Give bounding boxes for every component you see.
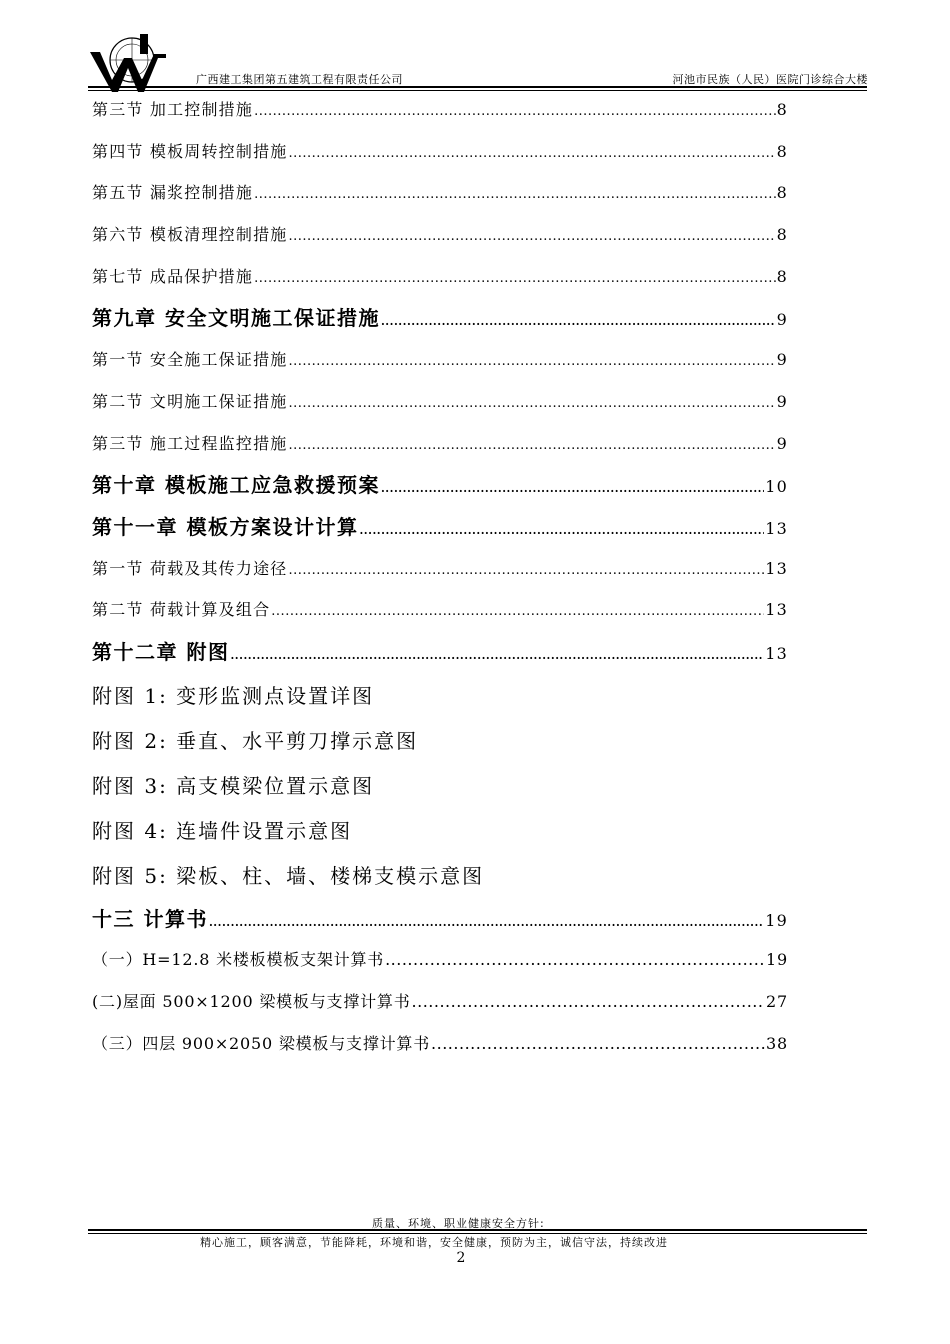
toc-entry-page: 8 [776, 183, 788, 203]
page-number: 2 [456, 1250, 466, 1266]
toc-entry-sec[interactable] [92, 259, 788, 301]
toc-entry-title: 第五节 漏浆控制措施 [92, 183, 254, 203]
toc-entry-title: 附图 3: 高支模梁位置示意图 [92, 773, 375, 798]
toc-entry-title: 第二节 文明施工保证措施 [92, 391, 288, 411]
footer-policy-title: 质量、环境、职业健康安全方针: [372, 1217, 545, 1230]
toc-dot-leader [254, 177, 776, 213]
toc-entry-calc[interactable] [92, 984, 788, 1026]
toc-entry-sec[interactable] [92, 217, 788, 259]
toc-entry-page: 19 [765, 910, 788, 930]
toc-entry-title: 附图 5: 梁板、柱、墙、楼梯支模示意图 [92, 863, 485, 888]
toc-entry-page: 8 [776, 141, 788, 161]
toc-dot-leader [381, 304, 776, 340]
toc-entry-chap[interactable] [92, 300, 788, 342]
toc-entry-title: 第七节 成品保护措施 [92, 266, 254, 286]
toc-dot-leader [289, 428, 776, 464]
toc-dot-leader [359, 513, 764, 549]
toc-entry-page: 9 [776, 433, 788, 453]
toc-entry-title: 第二节 荷载计算及组合 [92, 600, 271, 620]
toc-entry-title: 第一节 安全施工保证措施 [92, 350, 288, 370]
toc-dot-leader [289, 344, 776, 380]
toc-entry-sec[interactable] [92, 426, 788, 468]
toc-entry-sec[interactable] [92, 134, 788, 176]
toc-dot-leader [254, 94, 776, 130]
toc-dot-leader [289, 553, 765, 589]
toc-entry-page: 8 [776, 266, 788, 286]
toc-entry-title: 第十一章 模板方案设计计算 [92, 514, 359, 539]
toc-entry-title: 第三节 施工过程监控措施 [92, 433, 288, 453]
toc-entry-fig[interactable] [92, 856, 788, 901]
toc-entry-title: 第十章 模板施工应急救援预案 [92, 473, 380, 498]
toc-entry-title: 附图 2: 垂直、水平剪刀撑示意图 [92, 728, 419, 753]
toc-entry-title: 十三 计算书 [92, 906, 208, 931]
toc-entry-calc[interactable] [92, 942, 788, 984]
toc-entry-title: （三）四层 900×2050 梁模板与支撑计算书 [92, 1033, 431, 1053]
toc-entry-fig[interactable] [92, 766, 788, 811]
toc-entry-page: 9 [776, 391, 788, 411]
toc-entry-page: 27 [766, 992, 788, 1011]
toc-entry-sec[interactable] [92, 92, 788, 134]
toc-entry-page: 8 [776, 225, 788, 245]
toc-dot-leader [289, 219, 776, 255]
toc-entry-chap[interactable] [92, 634, 788, 676]
toc-entry-sec[interactable] [92, 551, 788, 593]
toc-entry-title: 第四节 模板周转控制措施 [92, 141, 288, 161]
toc-entry-page: 13 [765, 600, 788, 620]
toc-entry-fig[interactable] [92, 721, 788, 766]
header-rule [88, 86, 867, 88]
toc-entry-title: 附图 1: 变形监测点设置详图 [92, 683, 375, 708]
toc-entry-sec[interactable] [92, 175, 788, 217]
toc-entry-page: 8 [776, 100, 788, 119]
toc-entry-sec[interactable] [92, 592, 788, 634]
header-company: 广西建工集团第五建筑工程有限责任公司 [196, 73, 403, 86]
toc-dot-leader [209, 905, 764, 941]
toc-entry-title: 第九章 安全文明施工保证措施 [92, 306, 380, 331]
table-of-contents [92, 92, 788, 1067]
toc-entry-page: 13 [765, 518, 788, 538]
toc-entry-page: 38 [766, 1033, 788, 1053]
header-rule-thin [88, 90, 867, 91]
toc-entry-sec[interactable] [92, 342, 788, 384]
toc-dot-leader [271, 594, 764, 630]
toc-dot-leader [254, 261, 776, 297]
toc-entry-title: 第一节 荷载及其传力途径 [92, 558, 288, 578]
toc-entry-title: 第六节 模板清理控制措施 [92, 225, 288, 245]
footer-rule [88, 1229, 867, 1231]
toc-entry-title: （一）H=12.8 米楼板模板支架计算书 [92, 950, 385, 970]
toc-entry-chap[interactable] [92, 901, 788, 943]
toc-entry-fig[interactable] [92, 811, 788, 856]
toc-entry-page: 9 [776, 310, 788, 330]
toc-dot-leader [385, 942, 765, 978]
toc-entry-sec[interactable] [92, 384, 788, 426]
footer-policy-text: 精心施工，顾客满意，节能降耗，环境和谐，安全健康，预防为主，诚信守法，持续改进 [200, 1236, 668, 1249]
toc-dot-leader [289, 136, 776, 172]
toc-entry-title: 第十二章 附图 [92, 639, 230, 664]
header-project: 河池市民族（人民）医院门诊综合大楼 [672, 73, 868, 86]
toc-entry-chap[interactable] [92, 467, 788, 509]
toc-dot-leader [412, 984, 766, 1020]
toc-dot-leader [381, 471, 764, 507]
toc-dot-leader [431, 1026, 765, 1062]
toc-entry-page: 9 [776, 350, 788, 370]
toc-dot-leader [230, 638, 764, 674]
toc-entry-title: (二)屋面 500×1200 梁模板与支撑计算书 [92, 992, 411, 1011]
toc-entry-page: 13 [765, 643, 788, 663]
toc-entry-title: 第三节 加工控制措施 [92, 100, 254, 119]
toc-entry-page: 13 [765, 558, 788, 578]
toc-entry-chap[interactable] [92, 509, 788, 551]
toc-entry-title: 附图 4: 连墙件设置示意图 [92, 818, 353, 843]
toc-entry-page: 19 [766, 950, 788, 970]
toc-entry-fig[interactable] [92, 676, 788, 721]
toc-entry-page: 10 [765, 477, 788, 497]
toc-entry-calc[interactable] [92, 1026, 788, 1068]
toc-dot-leader [289, 386, 776, 422]
